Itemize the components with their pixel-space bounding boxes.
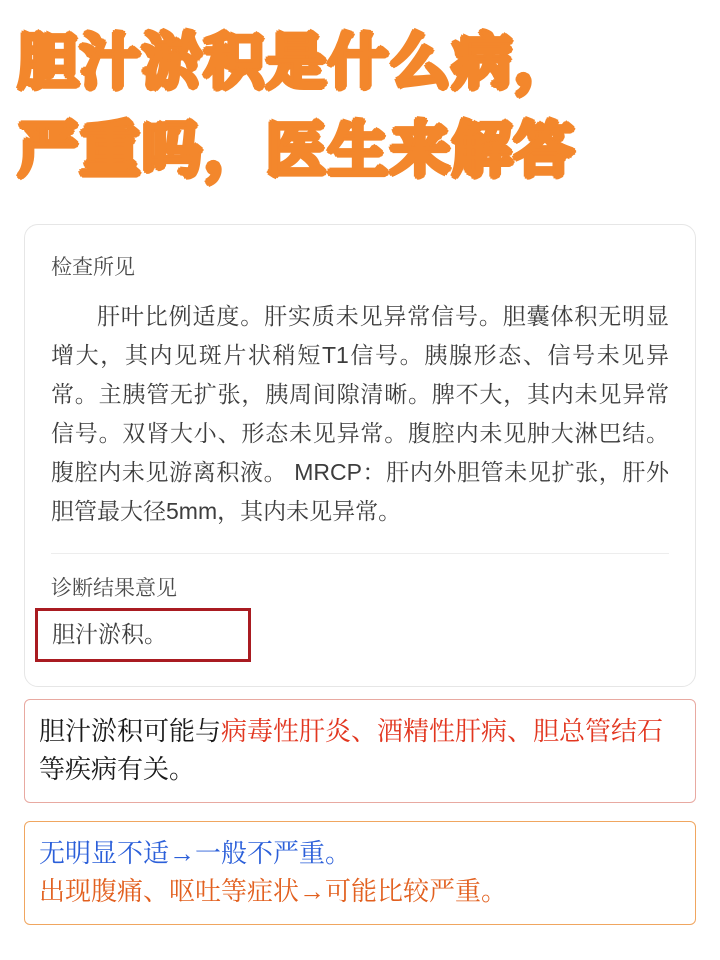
- medical-report-card: [24, 224, 696, 687]
- headline-line-1: 胆汁淤积是什么病，: [18, 29, 576, 96]
- card-bottom-space: [51, 662, 669, 676]
- cause-highlight: 病毒性肝炎、酒精性肝病、胆总管结石: [221, 716, 664, 746]
- severity-line-2: 出现腹痛、呕吐等症状→可能比较严重。: [39, 876, 508, 906]
- headline-line-2: 严重吗，医生来解答: [18, 117, 576, 184]
- diagnosis-title: 诊断结果意见: [51, 577, 177, 600]
- severity-line-1: 无明显不适→一般不严重。: [39, 838, 352, 868]
- cause-part-2: 等疾病有关。: [39, 754, 196, 784]
- annotation-severity: [24, 821, 696, 925]
- diagnosis-value: 胆汁淤积。: [35, 608, 251, 662]
- card-divider: [51, 553, 669, 554]
- annotation-cause: [24, 699, 696, 803]
- findings-title: 检查所见: [51, 256, 135, 279]
- diagnosis-highlight-wrap: [25, 608, 695, 662]
- cause-part-1: 胆汁淤积可能与: [39, 716, 222, 746]
- annotation-cause-text: [39, 712, 681, 788]
- findings-body: 肝叶比例适度。肝实质未见异常信号。胆囊体积无明显增大，其内见斑片状稍短T1信号。胰腺形态、信号未见异常。主胰管无扩张，胰周间隙清晰。脾不大，其内未见异常信号。双肾大小、形态未见异常。腹腔内未见肿大淋巴结。腹腔内未见游离积液。 MRCP：肝内外胆管未见扩张，肝外胆管最大径5mm，其内未见异常。: [51, 303, 669, 524]
- headline: [0, 0, 720, 188]
